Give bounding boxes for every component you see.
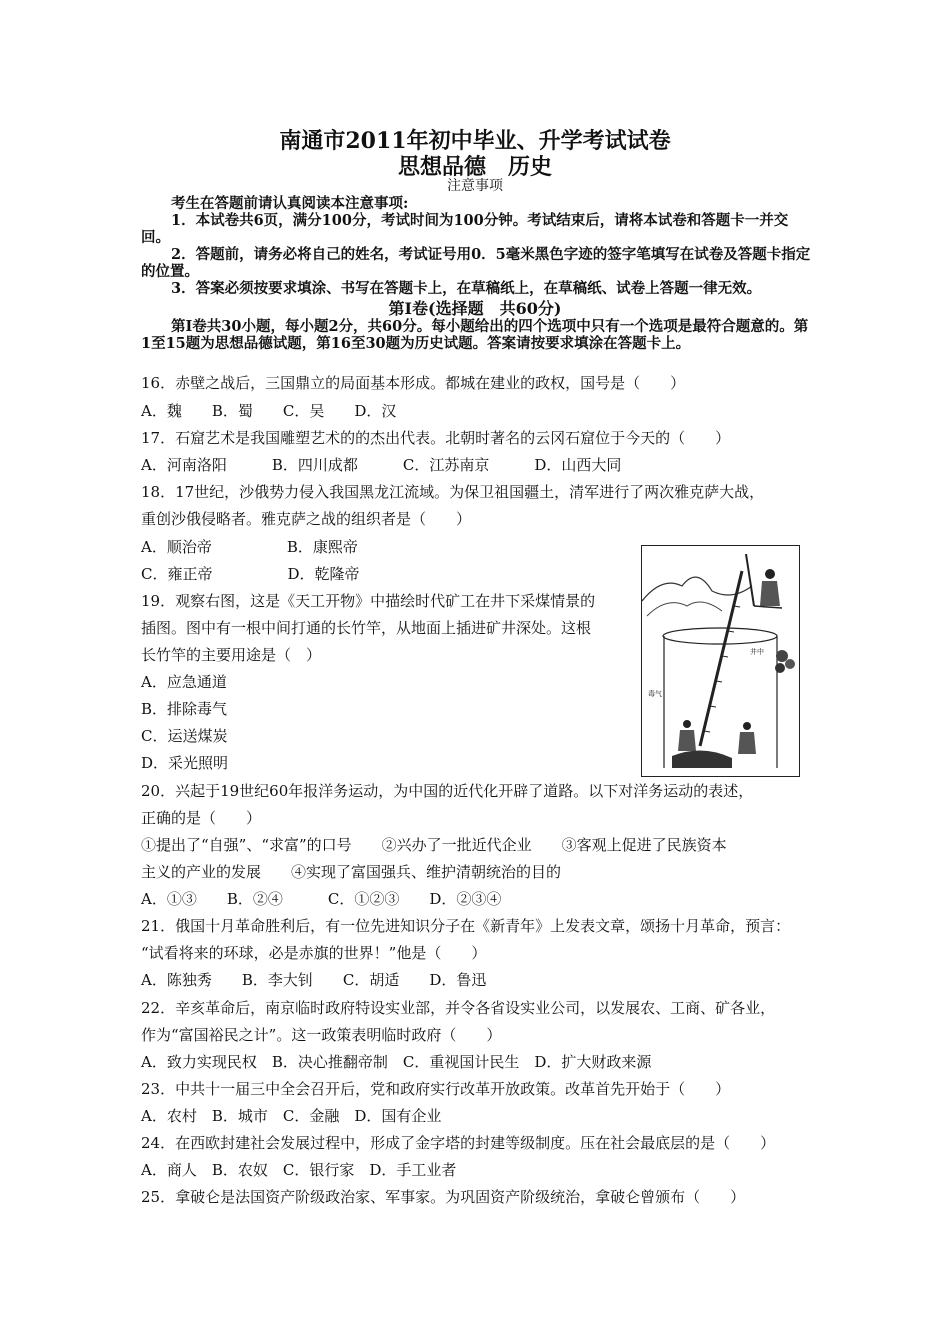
q21-stem-2: “试看将来的环球，必是赤旗的世界！”他是（ ） <box>141 944 487 962</box>
section-title: 第Ⅰ卷(选择题 共60分) <box>388 299 562 318</box>
section-instructions-text: 第Ⅰ卷共30小题，每小题2分，共60分。每小题给出的四个选项中只有一个选项是最符合题意的。第1至15题为思想品德试题，第16至30题为历史试题。答案请按要求填涂在答题卡上。 <box>141 318 809 352</box>
exam-subtitle: 思想品德 历史 <box>397 154 552 180</box>
q19-option-b: B．排除毒气 <box>141 700 228 718</box>
q20-items-2: 主义的产业的发展 ④实现了富国强兵、维护清朝统治的目的 <box>141 863 562 881</box>
q18-stem-1: 18．17世纪，沙俄势力侵入我国黑龙江流域。为保卫祖国疆土，清军进行了两次雅克萨大战， <box>141 483 765 501</box>
q21-options: A．陈独秀 B．李大钊 C．胡适 D．鲁迅 <box>141 971 487 989</box>
q22-stem-2: 作为“富国裕民之计”。这一政策表明临时政府（ ） <box>141 1026 502 1044</box>
q19-option-a: A．应急通道 <box>141 673 227 691</box>
coal-mining-drawing <box>642 546 799 776</box>
q18-stem-2: 重创沙俄侵略者。雅克萨之战的组织者是（ ） <box>141 510 472 528</box>
coal-mining-illustration <box>641 545 800 777</box>
figure-label-side: 毒气 <box>648 690 662 698</box>
q20-stem-2: 正确的是（ ） <box>141 809 262 827</box>
q18-options-cd: C．雍正帝 D．乾隆帝 <box>141 565 360 583</box>
notice-intro: 考生在答题前请认真阅读本注意事项: <box>171 195 409 212</box>
q20-items-1: ①提出了“自强”、“求富”的口号 ②兴办了一批近代企业 ③客观上促进了民族资本 <box>141 836 727 854</box>
q19-stem-1: 19．观察右图，这是《天工开物》中描绘时代矿工在井下采煤情景的 <box>141 592 596 610</box>
q16-options: A．魏 B．蜀 C．吴 D．汉 <box>141 402 397 420</box>
q19-stem-2: 插图。图中有一根中间打通的长竹竿，从地面上插进矿井深处。这根 <box>141 619 592 637</box>
q16-stem: 16．赤壁之战后，三国鼎立的局面基本形成。都城在建业的政权，国号是（ ） <box>141 374 686 392</box>
q17-stem: 17．石窟艺术是我国雕塑艺术的的杰出代表。北朝时著名的云冈石窟位于今天的（ ） <box>141 429 731 447</box>
notice-item-1: 1．本试卷共6页，满分100分，考试时间为100分钟。考试结束后，请将本试卷和答题卡一并交回。 <box>141 212 789 246</box>
q19-stem-3: 长竹竿的主要用途是（ ） <box>141 646 322 664</box>
q18-options-ab: A．顺治帝 B．康熙帝 <box>141 538 358 556</box>
notice-block <box>141 195 813 297</box>
q19-option-c: C．运送煤炭 <box>141 727 228 745</box>
q22-stem-1: 22．辛亥革命后，南京临时政府特设实业部，并令各省设实业公司，以发展农、工商、矿各业， <box>141 999 776 1017</box>
q21-stem-1: 21．俄国十月革命胜利后，有一位先进知识分子在《新青年》上发表文章，颂扬十月革命，预言： <box>141 917 791 935</box>
q23-stem: 23．中共十一届三中全会召开后，党和政府实行改革开放政策。改革首先开始于（ ） <box>141 1080 731 1098</box>
q24-stem: 24．在西欧封建社会发展过程中，形成了金字塔的封建等级制度。压在社会最底层的是（ ） <box>141 1134 776 1152</box>
q22-options: A．致力实现民权 B．决心推翻帝制 C．重视国计民生 D．扩大财政来源 <box>141 1053 652 1071</box>
q17-options: A．河南洛阳 B．四川成都 C．江苏南京 D．山西大同 <box>141 456 622 474</box>
section-instructions <box>141 318 813 352</box>
q24-options: A．商人 B．农奴 C．银行家 D．手工业者 <box>141 1161 457 1179</box>
notice-item-2: 2．答题前，请务必将自己的姓名，考试证号用0．5毫米黑色字迹的签字笔填写在试卷及答题卡指定的位置。 <box>141 246 811 280</box>
q23-options: A．农村 B．城市 C．金融 D．国有企业 <box>141 1107 442 1125</box>
q20-options: A．①③ B．②④ C．①②③ D．②③④ <box>141 890 502 908</box>
q19-option-d: D．采光照明 <box>141 754 229 772</box>
notice-heading: 注意事项 <box>447 178 503 194</box>
q20-stem-1: 20．兴起于19世纪60年报洋务运动，为中国的近代化开辟了道路。以下对洋务运动的表述， <box>141 782 754 800</box>
exam-title: 南通市2011年初中毕业、升学考试试卷 <box>279 128 671 154</box>
notice-item-3: 3．答案必须按要求填涂、书写在答题卡上，在草稿纸上，在草稿纸、试卷上答题一律无效。 <box>171 280 762 297</box>
figure-label-top: 井中 <box>750 648 764 656</box>
q25-stem: 25．拿破仑是法国资产阶级政治家、军事家。为巩固资产阶级统治，拿破仑曾颁布（ ） <box>141 1188 746 1206</box>
